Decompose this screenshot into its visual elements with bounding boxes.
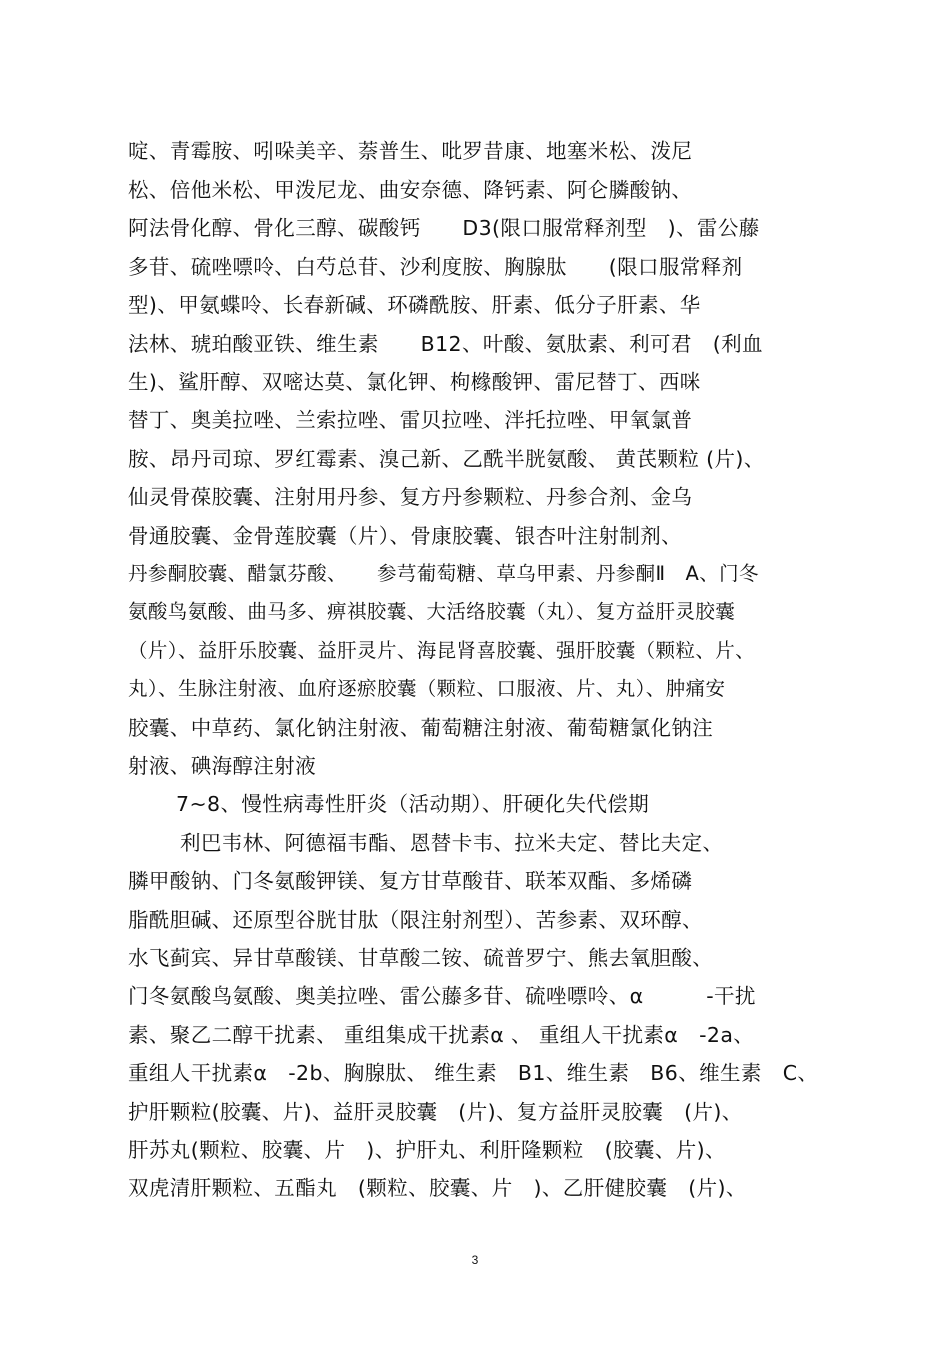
text-line: 肝苏丸(颗粒、胶囊、片 )、护肝丸、利肝隆颗粒 (胶囊、片)、 — [128, 1138, 726, 1162]
text-line: 骨通胶囊、金骨莲胶囊（片）、骨康胶囊、银杏叶注射制剂、 — [128, 524, 683, 548]
text-line: 丹参酮胶囊、醋氯芬酸、 参芎葡萄糖、草乌甲素、丹参酮Ⅱ A、门冬 — [128, 562, 759, 585]
text-line: 重组人干扰素α -2b、胸腺肽、 维生素 B1、维生素 B6、维生素 C、 — [128, 1061, 819, 1085]
text-line: 射液、碘海醇注射液 — [128, 754, 317, 778]
text-line: 仙灵骨葆胶囊、注射用丹参、复方丹参颗粒、丹参合剂、金乌 — [128, 485, 693, 509]
text-line: 多苷、硫唑嘌呤、白芍总苷、沙利度胺、胸腺肽 (限口服常释剂 — [128, 255, 743, 279]
text-line: 生)、鲨肝醇、双嘧达莫、氯化钾、枸橼酸钾、雷尼替丁、西咪 — [128, 370, 701, 394]
text-line: 膦甲酸钠、门冬氨酸钾镁、复方甘草酸苷、联苯双酯、多烯磷 — [128, 869, 693, 893]
text-line: 氨酸鸟氨酸、曲马多、痹祺胶囊、大活络胶囊（丸）、复方益肝灵胶囊 — [128, 600, 736, 623]
text-line: 胺、昂丹司琼、罗红霉素、溴己新、乙酰半胱氨酸、 黄芪颗粒 (片)、 — [128, 447, 765, 471]
text-line: 啶、青霉胺、吲哚美辛、萘普生、吡罗昔康、地塞米松、泼尼 — [128, 139, 693, 163]
text-line: 利巴韦林、阿德福韦酯、恩替卡韦、拉米夫定、替比夫定、 — [180, 831, 724, 855]
text-line: 门冬氨酸鸟氨酸、奥美拉唑、雷公藤多苷、硫唑嘌呤、α -干扰 — [128, 984, 756, 1008]
text-line: 法林、琥珀酸亚铁、维生素 B12、叶酸、氨肽素、利可君 (利血 — [128, 332, 763, 356]
text-line: 松、倍他米松、甲泼尼龙、曲安奈德、降钙素、阿仑膦酸钠、 — [128, 178, 693, 202]
text-line: （片）、益肝乐胶囊、益肝灵片、海昆肾喜胶囊、强肝胶囊（颗粒、片、 — [128, 639, 756, 662]
text-line: 水飞蓟宾、异甘草酸镁、甘草酸二铵、硫普罗宁、熊去氧胆酸、 — [128, 946, 714, 970]
text-line: 双虎清肝颗粒、五酯丸 (颗粒、胶囊、片 )、乙肝健胶囊 (片)、 — [128, 1176, 747, 1200]
text-line: 阿法骨化醇、骨化三醇、碳酸钙 D3(限口服常释剂型 )、雷公藤 — [128, 216, 760, 240]
text-line: 脂酰胆碱、还原型谷胱甘肽（限注射剂型）、苦参素、双环醇、 — [128, 908, 703, 932]
text-line: 丸）、生脉注射液、血府逐瘀胶囊（颗粒、口服液、片、丸）、肿痛安 — [128, 677, 726, 700]
text-line: 胶囊、中草药、氯化钠注射液、葡萄糖注射液、葡萄糖氯化钠注 — [128, 716, 714, 740]
section-heading: 7~8、慢性病毒性肝炎（活动期）、肝硬化失代偿期 — [176, 792, 650, 816]
page-number: 3 — [471, 1253, 479, 1267]
text-line: 素、聚乙二醇干扰素、 重组集成干扰素α 、 重组人干扰素α -2a、 — [128, 1023, 755, 1047]
text-line: 护肝颗粒(胶囊、片)、益肝灵胶囊 (片)、复方益肝灵胶囊 (片)、 — [128, 1100, 743, 1124]
text-line: 替丁、奥美拉唑、兰索拉唑、雷贝拉唑、泮托拉唑、甲氧氯普 — [128, 408, 693, 432]
text-line: 型)、甲氨蝶呤、长春新碱、环磷酰胺、肝素、低分子肝素、华 — [128, 293, 701, 317]
